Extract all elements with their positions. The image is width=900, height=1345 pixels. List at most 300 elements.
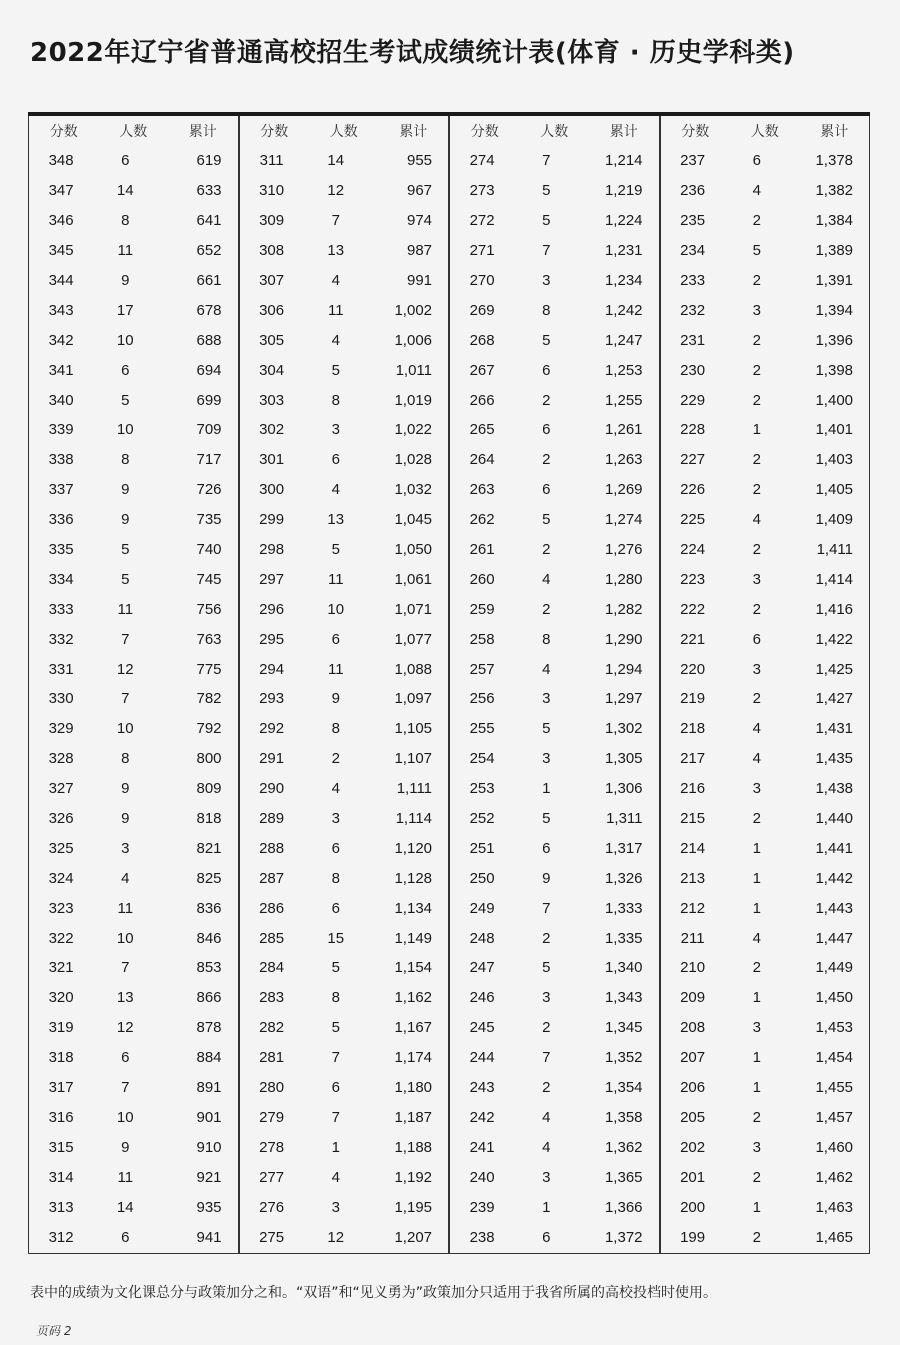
count-cell: 6 <box>121 152 130 170</box>
score-cell: 233 <box>680 272 706 289</box>
cumulative-cell: 1,134 <box>394 899 433 917</box>
cumulative-cell: 921 <box>196 1168 222 1186</box>
count-cell: 2 <box>752 212 761 230</box>
cumulative-cell: 1,372 <box>604 1228 643 1246</box>
table-row <box>661 594 870 624</box>
cumulative-cell: 901 <box>196 1108 222 1126</box>
count-cell: 7 <box>542 242 551 260</box>
count-cell: 4 <box>331 1168 340 1186</box>
count-cell: 3 <box>121 839 130 857</box>
score-cell: 218 <box>680 720 706 738</box>
count-cell: 8 <box>331 989 340 1007</box>
cumulative-cell: 1,447 <box>815 929 854 947</box>
cumulative-cell: 1,405 <box>815 481 854 499</box>
score-cell: 314 <box>48 1168 74 1186</box>
count-cell: 7 <box>542 1049 551 1067</box>
table-row <box>29 385 238 415</box>
header-score: 分数 <box>470 124 499 140</box>
table-row <box>661 804 870 834</box>
table-row <box>29 684 238 714</box>
cumulative-cell: 782 <box>196 690 222 708</box>
score-cell: 332 <box>48 630 74 648</box>
count-cell: 3 <box>542 989 551 1007</box>
table-row <box>240 505 449 535</box>
cumulative-cell: 1,297 <box>604 690 643 708</box>
table-row <box>240 325 449 355</box>
count-cell: 6 <box>542 361 551 379</box>
cumulative-cell: 987 <box>406 242 433 260</box>
cumulative-cell: 1,174 <box>394 1049 433 1067</box>
count-cell: 8 <box>331 720 340 738</box>
score-cell: 207 <box>680 1049 706 1067</box>
table-row <box>450 325 659 355</box>
count-cell: 3 <box>752 660 761 678</box>
count-cell: 7 <box>331 1049 340 1067</box>
score-cell: 223 <box>680 570 706 588</box>
count-cell: 5 <box>542 511 551 529</box>
count-cell: 9 <box>121 810 130 828</box>
cumulative-cell: 1,414 <box>815 570 854 588</box>
count-cell: 12 <box>116 660 134 678</box>
count-cell: 14 <box>327 152 345 170</box>
cumulative-cell: 661 <box>196 272 222 289</box>
table-row <box>450 804 659 834</box>
page-title: 2022年辽宁省普通高校招生考试成绩统计表(体育 · 历史学科类) <box>30 38 795 68</box>
cumulative-cell: 825 <box>196 869 222 887</box>
score-cell: 343 <box>48 301 74 319</box>
table-row <box>240 863 449 893</box>
cumulative-cell: 1,460 <box>815 1138 854 1156</box>
table-row <box>661 684 870 714</box>
cumulative-cell: 853 <box>196 959 222 977</box>
table-row <box>29 893 238 923</box>
table-row <box>240 983 449 1013</box>
table-row <box>661 654 870 684</box>
score-cell: 276 <box>259 1198 285 1216</box>
score-cell: 211 <box>680 929 705 947</box>
table-row <box>450 1132 659 1162</box>
table-row <box>29 206 238 236</box>
cumulative-cell: 688 <box>196 331 222 349</box>
count-cell: 3 <box>542 272 551 289</box>
table-row <box>661 1222 870 1252</box>
count-cell: 6 <box>542 421 551 439</box>
cumulative-cell: 1,366 <box>604 1198 643 1216</box>
cumulative-cell: 941 <box>196 1228 222 1246</box>
score-cell: 220 <box>680 660 706 678</box>
score-cell: 230 <box>680 361 706 379</box>
cumulative-cell: 1,422 <box>815 630 854 648</box>
count-cell: 2 <box>752 541 761 559</box>
cumulative-cell: 1,340 <box>604 959 643 977</box>
score-cell: 224 <box>680 541 706 559</box>
cumulative-cell: 1,077 <box>394 630 433 648</box>
cumulative-cell: 1,261 <box>604 421 643 439</box>
score-cell: 214 <box>680 839 706 857</box>
count-cell: 2 <box>542 1019 551 1037</box>
score-cell: 260 <box>469 570 495 588</box>
score-cell: 345 <box>48 242 74 260</box>
cumulative-cell: 633 <box>196 182 222 200</box>
score-cell: 237 <box>680 152 706 170</box>
count-cell: 4 <box>121 869 130 887</box>
cumulative-cell: 1,435 <box>815 750 854 768</box>
table-row <box>29 176 238 206</box>
score-cell: 217 <box>680 750 706 768</box>
count-cell: 12 <box>327 1228 345 1246</box>
header-cumulative: 累计 <box>399 124 428 140</box>
cumulative-cell: 1,391 <box>815 272 854 289</box>
score-cell: 341 <box>48 361 74 379</box>
score-cell: 313 <box>48 1198 74 1216</box>
cumulative-cell: 1,400 <box>815 391 854 409</box>
cumulative-cell: 1,403 <box>815 451 854 469</box>
score-cell: 265 <box>469 421 495 439</box>
score-cell: 209 <box>680 989 706 1007</box>
table-row <box>29 325 238 355</box>
count-cell: 1 <box>752 899 761 917</box>
cumulative-cell: 1,345 <box>604 1019 643 1037</box>
table-row <box>450 505 659 535</box>
cumulative-cell: 1,188 <box>394 1138 433 1156</box>
count-cell: 3 <box>752 301 761 319</box>
count-cell: 5 <box>121 570 130 588</box>
cumulative-cell: 1,450 <box>815 989 854 1007</box>
score-cell: 283 <box>259 989 285 1007</box>
table-row <box>240 385 449 415</box>
column-group-header <box>29 116 238 146</box>
score-cell: 331 <box>48 660 74 678</box>
cumulative-cell: 1,427 <box>815 690 854 708</box>
table-row <box>29 1192 238 1222</box>
table-row <box>661 325 870 355</box>
count-cell: 5 <box>121 541 130 559</box>
count-cell: 1 <box>752 989 761 1007</box>
table-row <box>661 415 870 445</box>
score-cell: 235 <box>680 212 706 230</box>
header-cumulative: 累计 <box>188 124 217 140</box>
score-cell: 322 <box>48 929 74 947</box>
count-cell: 3 <box>331 421 340 439</box>
score-cell: 290 <box>259 780 285 798</box>
rows-container <box>661 146 870 1252</box>
score-cell: 284 <box>259 959 285 977</box>
count-cell: 4 <box>752 182 761 200</box>
cumulative-cell: 1,274 <box>604 511 643 529</box>
score-cell: 278 <box>259 1138 285 1156</box>
score-cell: 318 <box>48 1049 74 1067</box>
count-cell: 5 <box>542 959 551 977</box>
cumulative-cell: 1,398 <box>815 361 854 379</box>
count-cell: 7 <box>542 152 551 170</box>
count-cell: 10 <box>116 929 134 947</box>
score-cell: 269 <box>469 301 495 319</box>
table-row <box>450 624 659 654</box>
score-cell: 208 <box>680 1019 706 1037</box>
table-row <box>240 804 449 834</box>
count-cell: 11 <box>117 1168 134 1186</box>
count-cell: 4 <box>752 511 761 529</box>
column-group-3 <box>450 116 661 1253</box>
cumulative-cell: 866 <box>196 989 222 1007</box>
table-row <box>450 266 659 296</box>
count-cell: 9 <box>121 481 130 499</box>
cumulative-cell: 699 <box>196 391 222 409</box>
count-cell: 6 <box>752 630 761 648</box>
score-cell: 200 <box>680 1198 706 1216</box>
count-cell: 6 <box>331 839 340 857</box>
score-cell: 298 <box>259 541 285 559</box>
count-cell: 15 <box>327 929 345 947</box>
cumulative-cell: 955 <box>406 152 433 170</box>
table-row <box>240 206 449 236</box>
table-row <box>29 1073 238 1103</box>
cumulative-cell: 1,263 <box>604 451 643 469</box>
count-cell: 2 <box>542 391 551 409</box>
table-row <box>661 1132 870 1162</box>
table-row <box>29 1043 238 1073</box>
score-cell: 243 <box>469 1079 495 1097</box>
count-cell: 5 <box>542 212 551 230</box>
header-score: 分数 <box>681 124 710 140</box>
count-cell: 10 <box>327 600 345 618</box>
header-count: 人数 <box>540 124 569 140</box>
count-cell: 13 <box>327 242 345 260</box>
cumulative-cell: 1,002 <box>394 301 433 319</box>
count-cell: 4 <box>542 1138 551 1156</box>
cumulative-cell: 1,050 <box>394 541 433 559</box>
cumulative-cell: 1,187 <box>394 1108 433 1126</box>
cumulative-cell: 1,411 <box>816 541 854 559</box>
cumulative-cell: 709 <box>196 421 222 439</box>
count-cell: 5 <box>121 391 130 409</box>
score-cell: 317 <box>48 1079 74 1097</box>
count-cell: 2 <box>542 600 551 618</box>
table-row <box>661 206 870 236</box>
score-cell: 231 <box>680 331 706 349</box>
score-cell: 249 <box>469 899 495 917</box>
count-cell: 9 <box>331 690 340 708</box>
table-row <box>661 385 870 415</box>
score-cell: 238 <box>469 1228 495 1246</box>
score-cell: 267 <box>469 361 495 379</box>
cumulative-cell: 1,028 <box>394 451 433 469</box>
cumulative-cell: 1,384 <box>815 212 854 230</box>
table-row <box>661 295 870 325</box>
count-cell: 11 <box>117 600 134 618</box>
count-cell: 2 <box>752 1168 761 1186</box>
count-cell: 4 <box>752 750 761 768</box>
score-cell: 225 <box>680 511 706 529</box>
count-cell: 11 <box>327 301 344 319</box>
cumulative-cell: 1,333 <box>604 899 643 917</box>
cumulative-cell: 884 <box>196 1049 222 1067</box>
count-cell: 4 <box>331 272 340 289</box>
table-row <box>240 564 449 594</box>
count-cell: 8 <box>121 750 130 768</box>
score-cell: 291 <box>259 750 285 768</box>
cumulative-cell: 1,416 <box>815 600 854 618</box>
score-cell: 219 <box>680 690 706 708</box>
cumulative-cell: 717 <box>196 451 222 469</box>
count-cell: 5 <box>331 361 340 379</box>
count-cell: 2 <box>752 481 761 499</box>
cumulative-cell: 1,457 <box>815 1108 854 1126</box>
count-cell: 4 <box>542 570 551 588</box>
table-row <box>661 505 870 535</box>
table-row <box>661 893 870 923</box>
table-row <box>661 1073 870 1103</box>
table-row <box>240 833 449 863</box>
cumulative-cell: 910 <box>196 1138 222 1156</box>
score-cell: 300 <box>259 481 285 499</box>
score-cell: 281 <box>259 1049 285 1067</box>
score-cell: 308 <box>259 242 285 260</box>
score-cell: 266 <box>469 391 495 409</box>
cumulative-cell: 1,192 <box>394 1168 433 1186</box>
score-cell: 310 <box>259 182 285 200</box>
score-cell: 339 <box>48 421 74 439</box>
score-cell: 221 <box>680 630 706 648</box>
count-cell: 6 <box>542 839 551 857</box>
cumulative-cell: 818 <box>196 810 222 828</box>
cumulative-cell: 1,465 <box>815 1228 854 1246</box>
score-cell: 299 <box>259 511 285 529</box>
table-row <box>29 236 238 266</box>
table-row <box>450 654 659 684</box>
score-cell: 270 <box>469 272 495 289</box>
cumulative-cell: 1,154 <box>394 959 433 977</box>
count-cell: 2 <box>542 1079 551 1097</box>
table-row <box>29 146 238 176</box>
table-row <box>661 445 870 475</box>
table-row <box>450 863 659 893</box>
count-cell: 2 <box>752 391 761 409</box>
score-cell: 330 <box>48 690 74 708</box>
cumulative-cell: 1,463 <box>815 1198 854 1216</box>
table-row <box>661 774 870 804</box>
cumulative-cell: 1,443 <box>815 899 854 917</box>
score-cell: 337 <box>48 481 74 499</box>
cumulative-cell: 1,335 <box>604 929 643 947</box>
cumulative-cell: 800 <box>196 750 222 768</box>
cumulative-cell: 1,280 <box>604 570 643 588</box>
table-row <box>661 355 870 385</box>
table-row <box>240 475 449 505</box>
count-cell: 6 <box>331 1079 340 1097</box>
table-row <box>240 684 449 714</box>
table-row <box>240 893 449 923</box>
table-row <box>240 266 449 296</box>
count-cell: 2 <box>752 272 761 289</box>
table-row <box>29 624 238 654</box>
count-cell: 5 <box>752 242 761 260</box>
count-cell: 7 <box>331 212 340 230</box>
cumulative-cell: 991 <box>406 272 433 289</box>
score-cell: 303 <box>259 391 285 409</box>
count-cell: 4 <box>752 929 761 947</box>
table-row <box>240 774 449 804</box>
score-cell: 312 <box>48 1228 74 1246</box>
table-row <box>450 445 659 475</box>
table-row <box>29 863 238 893</box>
cumulative-cell: 836 <box>196 899 222 917</box>
score-cell: 342 <box>48 331 74 349</box>
cumulative-cell: 1,389 <box>815 242 854 260</box>
score-cell: 306 <box>259 301 285 319</box>
score-cell: 309 <box>259 212 285 230</box>
cumulative-cell: 1,305 <box>604 750 643 768</box>
table-row <box>450 1162 659 1192</box>
table-row <box>240 594 449 624</box>
count-cell: 1 <box>752 1198 761 1216</box>
score-table <box>28 116 870 1254</box>
cumulative-cell: 1,234 <box>604 272 643 289</box>
cumulative-cell: 763 <box>196 630 222 648</box>
score-cell: 315 <box>48 1138 74 1156</box>
table-row <box>29 1013 238 1043</box>
score-cell: 255 <box>469 720 495 738</box>
count-cell: 8 <box>542 301 551 319</box>
score-cell: 244 <box>469 1049 495 1067</box>
cumulative-cell: 1,219 <box>604 182 643 200</box>
cumulative-cell: 1,362 <box>604 1138 643 1156</box>
count-cell: 2 <box>752 959 761 977</box>
cumulative-cell: 1,401 <box>815 421 854 439</box>
count-cell: 2 <box>331 750 340 768</box>
count-cell: 1 <box>752 839 761 857</box>
table-row <box>240 923 449 953</box>
score-cell: 272 <box>469 212 495 230</box>
cumulative-cell: 1,358 <box>604 1108 643 1126</box>
cumulative-cell: 1,378 <box>815 152 854 170</box>
table-row <box>450 355 659 385</box>
table-row <box>240 535 449 565</box>
cumulative-cell: 1,302 <box>604 720 643 738</box>
count-cell: 10 <box>116 1108 134 1126</box>
count-cell: 6 <box>331 899 340 917</box>
rows-container <box>240 146 449 1252</box>
score-cell: 344 <box>48 272 74 289</box>
count-cell: 5 <box>542 182 551 200</box>
table-row <box>450 744 659 774</box>
count-cell: 2 <box>752 361 761 379</box>
table-row <box>29 1222 238 1252</box>
cumulative-cell: 1,462 <box>815 1168 854 1186</box>
score-cell: 262 <box>469 511 495 529</box>
table-row <box>240 445 449 475</box>
cumulative-cell: 1,343 <box>604 989 643 1007</box>
score-cell: 319 <box>48 1019 74 1037</box>
count-cell: 1 <box>752 1079 761 1097</box>
table-row <box>29 714 238 744</box>
score-cell: 210 <box>680 959 706 977</box>
cumulative-cell: 1,326 <box>604 869 643 887</box>
score-cell: 323 <box>48 899 74 917</box>
score-cell: 348 <box>48 152 74 170</box>
score-cell: 268 <box>469 331 495 349</box>
table-row <box>661 176 870 206</box>
count-cell: 2 <box>542 451 551 469</box>
score-cell: 329 <box>48 720 74 738</box>
cumulative-cell: 1,231 <box>604 242 643 260</box>
table-row <box>240 1162 449 1192</box>
table-row <box>450 535 659 565</box>
cumulative-cell: 1,011 <box>395 361 433 379</box>
score-cell: 254 <box>469 750 495 768</box>
cumulative-cell: 1,294 <box>604 660 643 678</box>
cumulative-cell: 821 <box>196 839 222 857</box>
